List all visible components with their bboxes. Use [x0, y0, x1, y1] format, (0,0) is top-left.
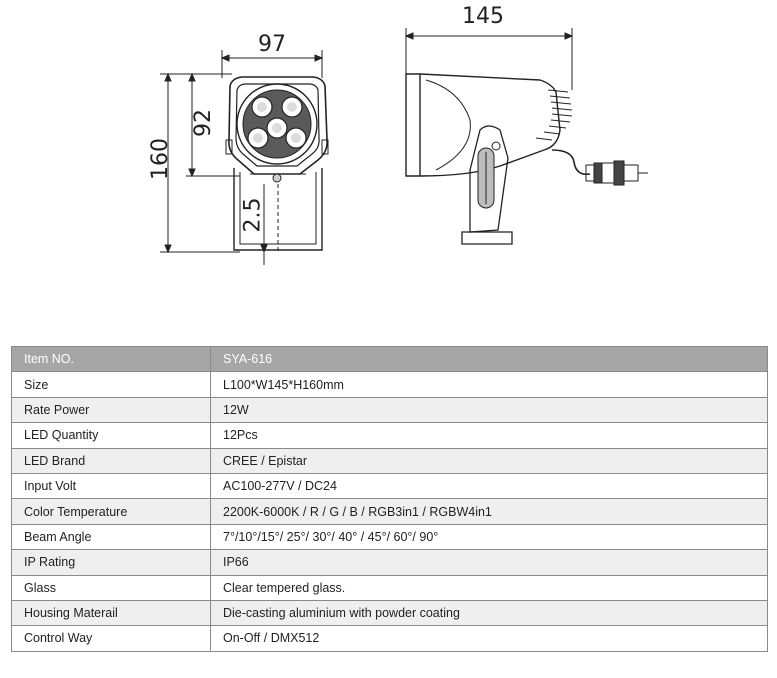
lens-height-dimension-label: 92	[191, 109, 216, 137]
table-row	[12, 600, 768, 625]
table-row	[12, 524, 768, 549]
total-height-dimension-label: 160	[148, 138, 173, 180]
table-header-row	[12, 347, 768, 372]
spec-value-cell: 7°/10°/15°/ 25°/ 30°/ 40° / 45°/ 60°/ 90°	[211, 524, 768, 549]
side-view	[406, 28, 648, 244]
spec-key-cell: Housing Materail	[12, 600, 211, 625]
front-view	[160, 50, 328, 265]
table-row	[12, 499, 768, 524]
table-row	[12, 575, 768, 600]
spec-key-cell: Control Way	[12, 626, 211, 651]
table-row	[12, 550, 768, 575]
spec-value-cell: Die-casting aluminium with powder coating	[211, 600, 768, 625]
header-key-cell: Item NO.	[12, 347, 211, 372]
spec-key-cell: Size	[12, 372, 211, 397]
spec-key-cell: LED Brand	[12, 448, 211, 473]
width-dimension-label: 97	[258, 32, 286, 57]
spec-key-cell: Color Temperature	[12, 499, 211, 524]
table-row	[12, 397, 768, 422]
spec-value-cell: AC100-277V / DC24	[211, 473, 768, 498]
spec-value-cell: IP66	[211, 550, 768, 575]
header-value-cell: SYA-616	[211, 347, 768, 372]
table-row	[12, 626, 768, 651]
length-dimension-label: 145	[462, 4, 504, 29]
table-row	[12, 423, 768, 448]
spec-key-cell: Rate Power	[12, 397, 211, 422]
table-row	[12, 473, 768, 498]
spec-value-cell: L100*W145*H160mm	[211, 372, 768, 397]
spec-value-cell: Clear tempered glass.	[211, 575, 768, 600]
spec-key-cell: Glass	[12, 575, 211, 600]
table-row	[12, 448, 768, 473]
spec-key-cell: Input Volt	[12, 473, 211, 498]
spec-key-cell: LED Quantity	[12, 423, 211, 448]
spec-key-cell: IP Rating	[12, 550, 211, 575]
spec-value-cell: 12Pcs	[211, 423, 768, 448]
spec-table	[11, 346, 768, 652]
spec-value-cell: CREE / Epistar	[211, 448, 768, 473]
gap-dimension-label: 2.5	[240, 197, 266, 233]
spec-value-cell: On-Off / DMX512	[211, 626, 768, 651]
spec-key-cell: Beam Angle	[12, 524, 211, 549]
spec-value-cell: 2200K-6000K / R / G / B / RGB3in1 / RGBW4in1	[211, 499, 768, 524]
spec-value-cell: 12W	[211, 397, 768, 422]
table-row	[12, 372, 768, 397]
